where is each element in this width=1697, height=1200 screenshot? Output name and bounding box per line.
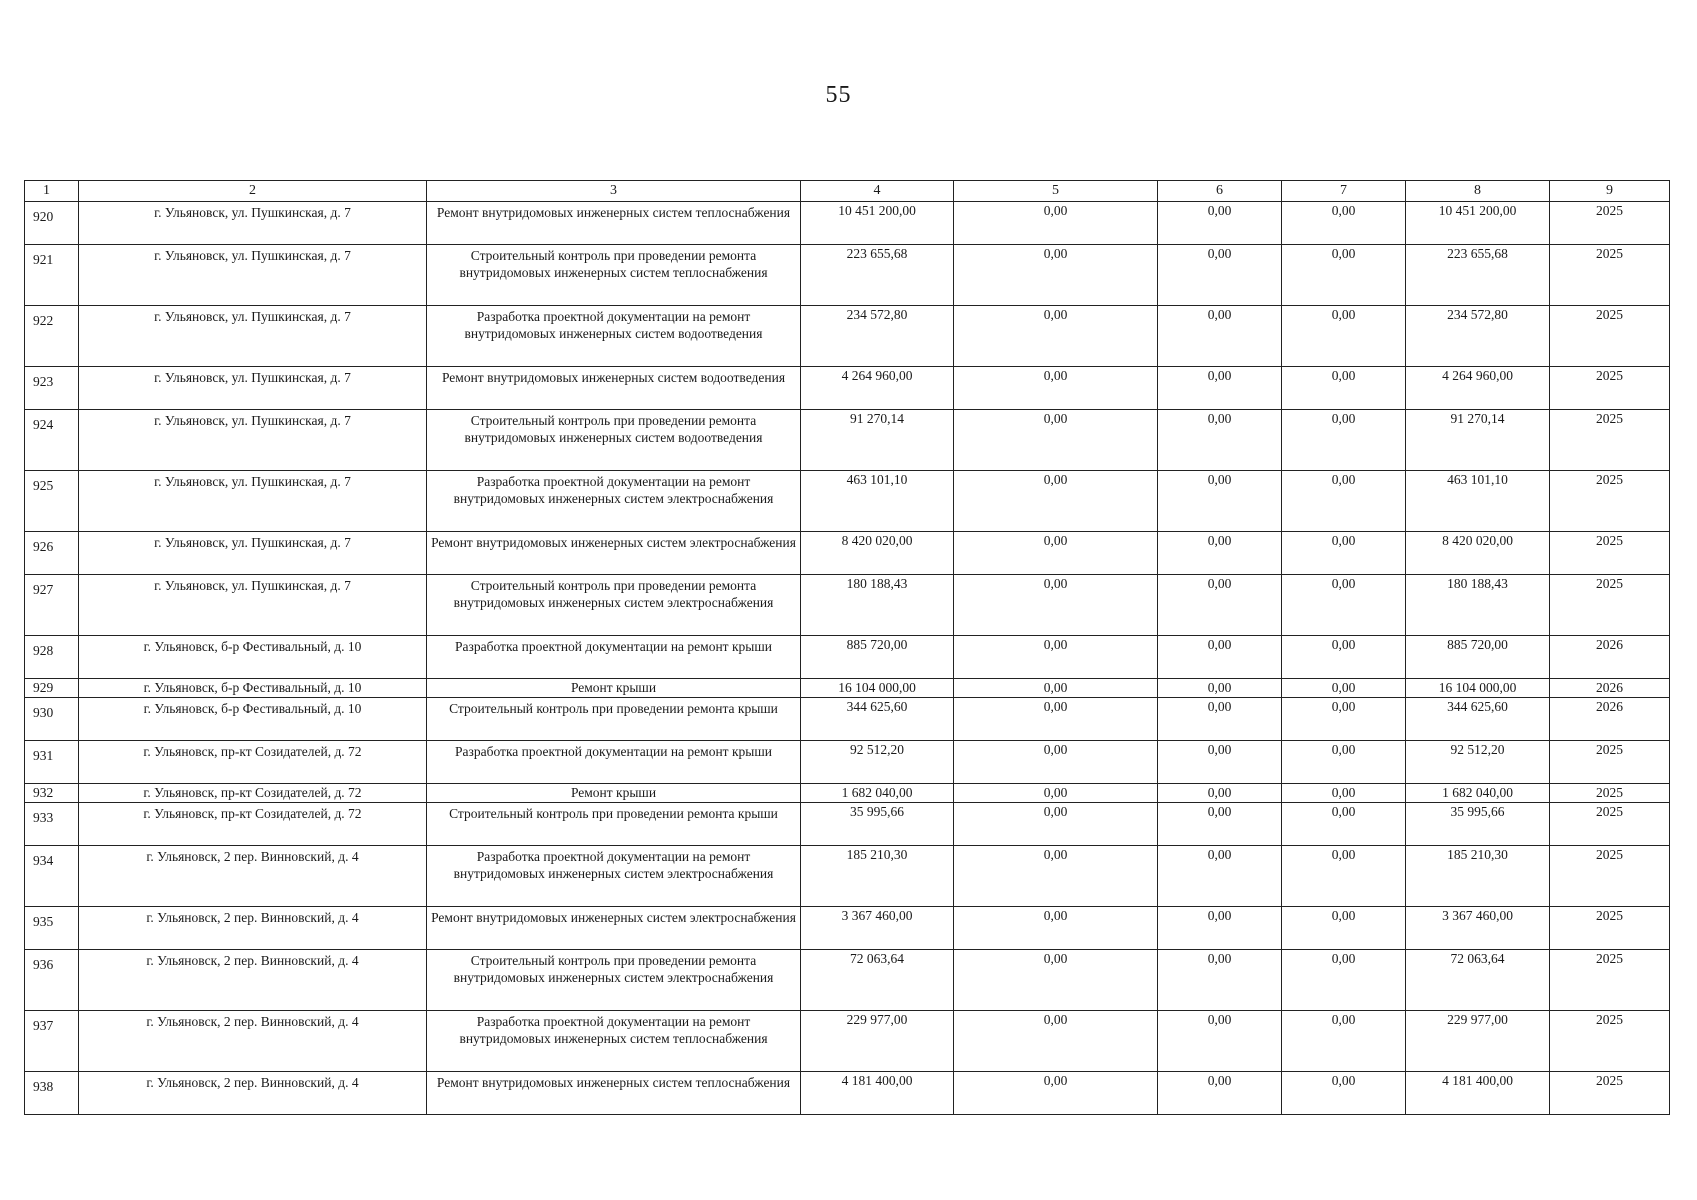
row-address: г. Ульяновск, 2 пер. Винновский, д. 4 xyxy=(79,1072,427,1115)
header-cell-7: 7 xyxy=(1282,181,1406,202)
row-col6-value: 0,00 xyxy=(1158,1011,1282,1072)
row-col8-value: 72 063,64 xyxy=(1406,950,1550,1011)
row-year: 2025 xyxy=(1550,575,1670,636)
row-year: 2025 xyxy=(1550,202,1670,245)
row-year: 2025 xyxy=(1550,1011,1670,1072)
row-col7-value: 0,00 xyxy=(1282,245,1406,306)
row-address: г. Ульяновск, ул. Пушкинская, д. 7 xyxy=(79,471,427,532)
row-col6-value: 0,00 xyxy=(1158,245,1282,306)
row-col5-value: 0,00 xyxy=(954,846,1158,907)
row-number: 924 xyxy=(25,410,79,471)
row-col6-value: 0,00 xyxy=(1158,803,1282,846)
row-col6-value: 0,00 xyxy=(1158,1072,1282,1115)
row-col7-value: 0,00 xyxy=(1282,803,1406,846)
row-col7-value: 0,00 xyxy=(1282,698,1406,741)
row-work-type: Строительный контроль при проведении ремонта внутридомовых инженерных систем теплоснабжения xyxy=(427,245,801,306)
table-row xyxy=(25,741,1670,784)
row-col7-value: 0,00 xyxy=(1282,202,1406,245)
row-col5-value: 0,00 xyxy=(954,532,1158,575)
row-number: 930 xyxy=(25,698,79,741)
row-col6-value: 0,00 xyxy=(1158,202,1282,245)
table-row xyxy=(25,532,1670,575)
row-total-cost: 1 682 040,00 xyxy=(801,784,954,803)
row-work-type: Ремонт внутридомовых инженерных систем водоотведения xyxy=(427,367,801,410)
row-total-cost: 180 188,43 xyxy=(801,575,954,636)
row-col6-value: 0,00 xyxy=(1158,846,1282,907)
row-col5-value: 0,00 xyxy=(954,1011,1158,1072)
row-col5-value: 0,00 xyxy=(954,410,1158,471)
row-col5-value: 0,00 xyxy=(954,367,1158,410)
row-work-type: Разработка проектной документации на ремонт внутридомовых инженерных систем электроснабжения xyxy=(427,471,801,532)
row-col8-value: 3 367 460,00 xyxy=(1406,907,1550,950)
row-col5-value: 0,00 xyxy=(954,907,1158,950)
row-address: г. Ульяновск, 2 пер. Винновский, д. 4 xyxy=(79,846,427,907)
row-number: 926 xyxy=(25,532,79,575)
row-col5-value: 0,00 xyxy=(954,803,1158,846)
row-address: г. Ульяновск, пр-кт Созидателей, д. 72 xyxy=(79,803,427,846)
row-col8-value: 16 104 000,00 xyxy=(1406,679,1550,698)
row-col8-value: 463 101,10 xyxy=(1406,471,1550,532)
row-work-type: Строительный контроль при проведении ремонта внутридомовых инженерных систем водоотведения xyxy=(427,410,801,471)
row-col8-value: 223 655,68 xyxy=(1406,245,1550,306)
row-col5-value: 0,00 xyxy=(954,202,1158,245)
row-number: 931 xyxy=(25,741,79,784)
row-total-cost: 3 367 460,00 xyxy=(801,907,954,950)
row-col7-value: 0,00 xyxy=(1282,306,1406,367)
row-number: 936 xyxy=(25,950,79,1011)
header-cell-5: 5 xyxy=(954,181,1158,202)
row-address: г. Ульяновск, ул. Пушкинская, д. 7 xyxy=(79,410,427,471)
row-address: г. Ульяновск, 2 пер. Винновский, д. 4 xyxy=(79,907,427,950)
row-col5-value: 0,00 xyxy=(954,575,1158,636)
row-col6-value: 0,00 xyxy=(1158,367,1282,410)
row-address: г. Ульяновск, пр-кт Созидателей, д. 72 xyxy=(79,784,427,803)
row-address: г. Ульяновск, ул. Пушкинская, д. 7 xyxy=(79,575,427,636)
row-col7-value: 0,00 xyxy=(1282,741,1406,784)
row-number: 922 xyxy=(25,306,79,367)
row-year: 2025 xyxy=(1550,410,1670,471)
header-cell-8: 8 xyxy=(1406,181,1550,202)
row-col6-value: 0,00 xyxy=(1158,950,1282,1011)
row-work-type: Ремонт крыши xyxy=(427,784,801,803)
row-col8-value: 229 977,00 xyxy=(1406,1011,1550,1072)
row-total-cost: 463 101,10 xyxy=(801,471,954,532)
row-work-type: Ремонт внутридомовых инженерных систем теплоснабжения xyxy=(427,1072,801,1115)
row-year: 2026 xyxy=(1550,698,1670,741)
row-col6-value: 0,00 xyxy=(1158,679,1282,698)
row-col8-value: 180 188,43 xyxy=(1406,575,1550,636)
row-work-type: Разработка проектной документации на ремонт крыши xyxy=(427,741,801,784)
row-number: 925 xyxy=(25,471,79,532)
row-col8-value: 10 451 200,00 xyxy=(1406,202,1550,245)
row-address: г. Ульяновск, 2 пер. Винновский, д. 4 xyxy=(79,950,427,1011)
row-number: 928 xyxy=(25,636,79,679)
row-address: г. Ульяновск, ул. Пушкинская, д. 7 xyxy=(79,202,427,245)
row-address: г. Ульяновск, ул. Пушкинская, д. 7 xyxy=(79,532,427,575)
row-year: 2025 xyxy=(1550,306,1670,367)
row-year: 2025 xyxy=(1550,245,1670,306)
header-cell-6: 6 xyxy=(1158,181,1282,202)
row-col6-value: 0,00 xyxy=(1158,907,1282,950)
table-row xyxy=(25,245,1670,306)
table-row xyxy=(25,784,1670,803)
row-year: 2025 xyxy=(1550,367,1670,410)
table-row xyxy=(25,679,1670,698)
row-total-cost: 4 181 400,00 xyxy=(801,1072,954,1115)
row-address: г. Ульяновск, б-р Фестивальный, д. 10 xyxy=(79,679,427,698)
row-col7-value: 0,00 xyxy=(1282,410,1406,471)
row-address: г. Ульяновск, ул. Пушкинская, д. 7 xyxy=(79,245,427,306)
row-col5-value: 0,00 xyxy=(954,679,1158,698)
row-col5-value: 0,00 xyxy=(954,306,1158,367)
row-address: г. Ульяновск, ул. Пушкинская, д. 7 xyxy=(79,306,427,367)
header-cell-1: 1 xyxy=(25,181,79,202)
row-address: г. Ульяновск, пр-кт Созидателей, д. 72 xyxy=(79,741,427,784)
row-col7-value: 0,00 xyxy=(1282,950,1406,1011)
row-col5-value: 0,00 xyxy=(954,471,1158,532)
table-row xyxy=(25,306,1670,367)
row-work-type: Разработка проектной документации на ремонт внутридомовых инженерных систем электроснабжения xyxy=(427,846,801,907)
row-work-type: Разработка проектной документации на ремонт крыши xyxy=(427,636,801,679)
row-work-type: Ремонт внутридомовых инженерных систем теплоснабжения xyxy=(427,202,801,245)
table-row xyxy=(25,575,1670,636)
row-total-cost: 16 104 000,00 xyxy=(801,679,954,698)
row-total-cost: 72 063,64 xyxy=(801,950,954,1011)
row-total-cost: 8 420 020,00 xyxy=(801,532,954,575)
table-row xyxy=(25,803,1670,846)
row-work-type: Разработка проектной документации на ремонт внутридомовых инженерных систем водоотведения xyxy=(427,306,801,367)
row-col6-value: 0,00 xyxy=(1158,741,1282,784)
row-total-cost: 223 655,68 xyxy=(801,245,954,306)
row-work-type: Ремонт крыши xyxy=(427,679,801,698)
row-col8-value: 234 572,80 xyxy=(1406,306,1550,367)
row-number: 920 xyxy=(25,202,79,245)
row-number: 934 xyxy=(25,846,79,907)
row-col5-value: 0,00 xyxy=(954,741,1158,784)
row-total-cost: 229 977,00 xyxy=(801,1011,954,1072)
page-number: 55 xyxy=(825,82,852,108)
row-col6-value: 0,00 xyxy=(1158,784,1282,803)
row-year: 2025 xyxy=(1550,1072,1670,1115)
row-address: г. Ульяновск, б-р Фестивальный, д. 10 xyxy=(79,636,427,679)
row-number: 921 xyxy=(25,245,79,306)
row-col5-value: 0,00 xyxy=(954,950,1158,1011)
row-col6-value: 0,00 xyxy=(1158,410,1282,471)
header-cell-2: 2 xyxy=(79,181,427,202)
row-year: 2025 xyxy=(1550,846,1670,907)
row-col6-value: 0,00 xyxy=(1158,698,1282,741)
header-cell-9: 9 xyxy=(1550,181,1670,202)
row-year: 2025 xyxy=(1550,532,1670,575)
row-col8-value: 35 995,66 xyxy=(1406,803,1550,846)
table-row xyxy=(25,471,1670,532)
row-col8-value: 344 625,60 xyxy=(1406,698,1550,741)
row-col7-value: 0,00 xyxy=(1282,532,1406,575)
row-work-type: Ремонт внутридомовых инженерных систем электроснабжения xyxy=(427,907,801,950)
row-col8-value: 92 512,20 xyxy=(1406,741,1550,784)
row-total-cost: 234 572,80 xyxy=(801,306,954,367)
row-total-cost: 10 451 200,00 xyxy=(801,202,954,245)
row-col8-value: 4 181 400,00 xyxy=(1406,1072,1550,1115)
row-col7-value: 0,00 xyxy=(1282,367,1406,410)
row-work-type: Разработка проектной документации на ремонт внутридомовых инженерных систем теплоснабжения xyxy=(427,1011,801,1072)
row-col6-value: 0,00 xyxy=(1158,636,1282,679)
row-year: 2026 xyxy=(1550,636,1670,679)
row-year: 2025 xyxy=(1550,741,1670,784)
program-table xyxy=(24,180,1670,1115)
row-work-type: Строительный контроль при проведении ремонта внутридомовых инженерных систем электроснабжения xyxy=(427,575,801,636)
row-col6-value: 0,00 xyxy=(1158,471,1282,532)
table-row xyxy=(25,1011,1670,1072)
row-number: 938 xyxy=(25,1072,79,1115)
row-col7-value: 0,00 xyxy=(1282,784,1406,803)
table-row xyxy=(25,907,1670,950)
row-work-type: Строительный контроль при проведении ремонта крыши xyxy=(427,698,801,741)
row-col5-value: 0,00 xyxy=(954,1072,1158,1115)
row-work-type: Строительный контроль при проведении ремонта крыши xyxy=(427,803,801,846)
row-total-cost: 185 210,30 xyxy=(801,846,954,907)
row-col6-value: 0,00 xyxy=(1158,575,1282,636)
row-col8-value: 185 210,30 xyxy=(1406,846,1550,907)
row-year: 2026 xyxy=(1550,679,1670,698)
table-header-row xyxy=(25,181,1670,202)
row-col7-value: 0,00 xyxy=(1282,471,1406,532)
row-col5-value: 0,00 xyxy=(954,245,1158,306)
row-total-cost: 344 625,60 xyxy=(801,698,954,741)
row-number: 927 xyxy=(25,575,79,636)
row-col5-value: 0,00 xyxy=(954,698,1158,741)
row-col8-value: 4 264 960,00 xyxy=(1406,367,1550,410)
table-row xyxy=(25,698,1670,741)
header-cell-3: 3 xyxy=(427,181,801,202)
row-number: 929 xyxy=(25,679,79,698)
row-address: г. Ульяновск, б-р Фестивальный, д. 10 xyxy=(79,698,427,741)
row-number: 932 xyxy=(25,784,79,803)
table-row xyxy=(25,636,1670,679)
row-year: 2025 xyxy=(1550,907,1670,950)
header-cell-4: 4 xyxy=(801,181,954,202)
row-total-cost: 35 995,66 xyxy=(801,803,954,846)
table-row xyxy=(25,1072,1670,1115)
row-total-cost: 92 512,20 xyxy=(801,741,954,784)
row-year: 2025 xyxy=(1550,471,1670,532)
row-col6-value: 0,00 xyxy=(1158,532,1282,575)
row-col7-value: 0,00 xyxy=(1282,1072,1406,1115)
row-number: 933 xyxy=(25,803,79,846)
table-row xyxy=(25,367,1670,410)
row-number: 935 xyxy=(25,907,79,950)
row-year: 2025 xyxy=(1550,950,1670,1011)
row-col8-value: 91 270,14 xyxy=(1406,410,1550,471)
row-col7-value: 0,00 xyxy=(1282,846,1406,907)
table-row xyxy=(25,950,1670,1011)
row-col7-value: 0,00 xyxy=(1282,575,1406,636)
row-col5-value: 0,00 xyxy=(954,636,1158,679)
row-total-cost: 885 720,00 xyxy=(801,636,954,679)
table-row xyxy=(25,410,1670,471)
row-total-cost: 4 264 960,00 xyxy=(801,367,954,410)
row-work-type: Ремонт внутридомовых инженерных систем электроснабжения xyxy=(427,532,801,575)
row-number: 923 xyxy=(25,367,79,410)
row-col8-value: 1 682 040,00 xyxy=(1406,784,1550,803)
row-address: г. Ульяновск, 2 пер. Винновский, д. 4 xyxy=(79,1011,427,1072)
row-year: 2025 xyxy=(1550,803,1670,846)
row-col7-value: 0,00 xyxy=(1282,907,1406,950)
row-col8-value: 8 420 020,00 xyxy=(1406,532,1550,575)
row-work-type: Строительный контроль при проведении ремонта внутридомовых инженерных систем электроснабжения xyxy=(427,950,801,1011)
row-address: г. Ульяновск, ул. Пушкинская, д. 7 xyxy=(79,367,427,410)
row-col8-value: 885 720,00 xyxy=(1406,636,1550,679)
row-year: 2025 xyxy=(1550,784,1670,803)
row-col7-value: 0,00 xyxy=(1282,679,1406,698)
table-row xyxy=(25,202,1670,245)
row-number: 937 xyxy=(25,1011,79,1072)
row-col7-value: 0,00 xyxy=(1282,636,1406,679)
row-total-cost: 91 270,14 xyxy=(801,410,954,471)
row-col6-value: 0,00 xyxy=(1158,306,1282,367)
row-col7-value: 0,00 xyxy=(1282,1011,1406,1072)
table-row xyxy=(25,846,1670,907)
row-col5-value: 0,00 xyxy=(954,784,1158,803)
